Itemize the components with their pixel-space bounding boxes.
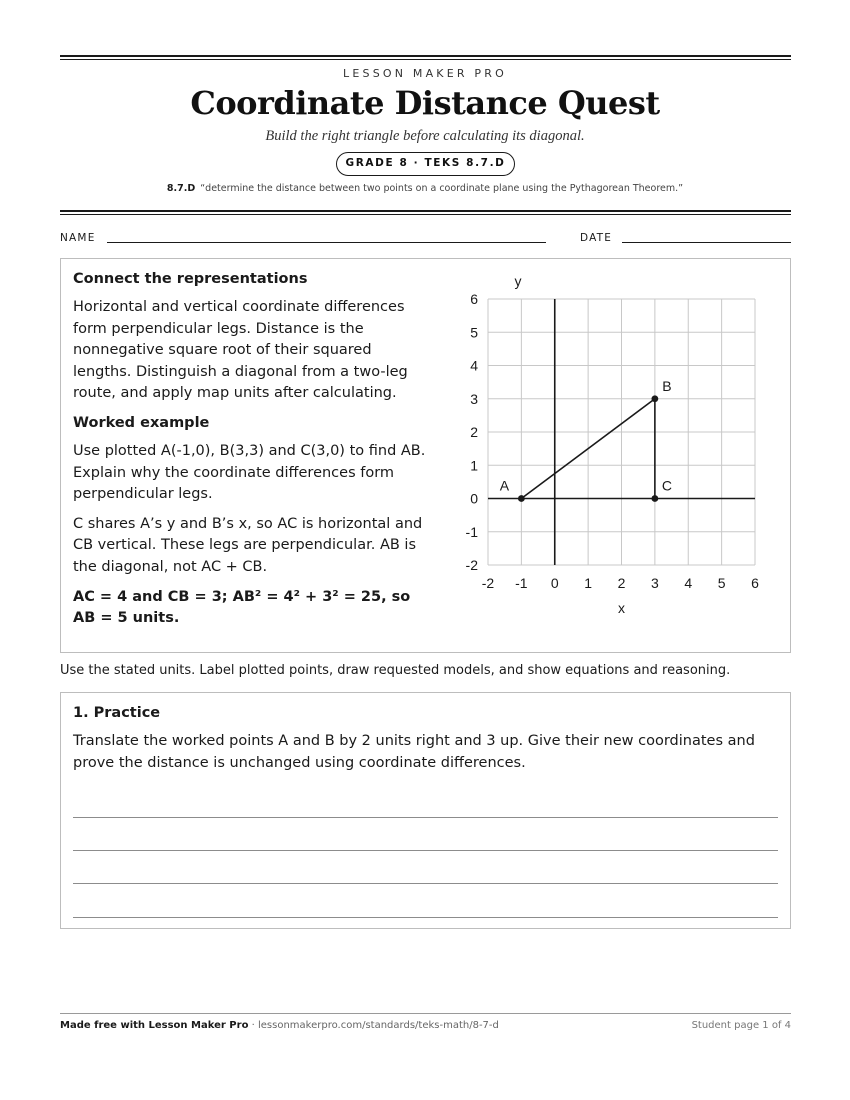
point-marker [518, 495, 525, 502]
point-marker [651, 495, 658, 502]
x-tick-label: -1 [515, 575, 528, 591]
standard-statement [0, 183, 850, 194]
worked-example-prompt: Use plotted A(-1,0), B(3,3) and C(3,0) to find AB. Explain why the coordinate differences form perpendicular legs. [73, 442, 426, 503]
x-tick-label: 1 [584, 575, 593, 591]
answer-line[interactable] [73, 917, 778, 918]
y-tick-label: 3 [470, 390, 478, 407]
standard-text: “determine the distance between two points on a coordinate plane using the Pythagorean Theorem.” [200, 183, 684, 194]
point-marker [651, 395, 658, 402]
header-bottom-rule [60, 210, 791, 215]
concept-text [73, 269, 429, 638]
y-tick-label: 4 [470, 357, 478, 374]
answer-line[interactable] [73, 883, 778, 884]
standard-code: 8.7.D [166, 183, 196, 194]
x-tick-label: 4 [684, 575, 693, 591]
x-axis-label: x [618, 600, 625, 616]
practice-box [60, 692, 791, 929]
name-label: NAME [60, 232, 96, 244]
concept-body: Horizontal and vertical coordinate differences form perpendicular legs. Distance is the nonnegative square root of their squared lengths. Distinguish a diagonal from a two-leg route, and apply map units after calculating. [73, 299, 408, 402]
answer-line[interactable] [73, 850, 778, 851]
x-tick-label: 3 [650, 575, 659, 591]
grade-badge: GRADE 8 · TEKS 8.7.D [336, 152, 515, 176]
y-tick-label: 2 [470, 424, 478, 440]
directions-text: Use the stated units. Label plotted points, draw requested models, and show equations and reasoning. [60, 663, 731, 678]
point-label: A [499, 477, 510, 494]
date-field[interactable] [622, 242, 791, 243]
x-tick-label: 0 [550, 575, 559, 591]
y-tick-label: -2 [465, 557, 478, 573]
y-tick-label: 6 [470, 291, 478, 307]
x-tick-label: -2 [481, 575, 495, 591]
worked-example-answer: AC = 4 and CB = 3; AB² = 4² + 3² = 25, so AB = 5 units. [73, 588, 411, 627]
point-label: B [662, 377, 672, 394]
answer-line[interactable] [73, 817, 778, 818]
footer-rule [60, 1013, 791, 1014]
y-axis-label: y [514, 273, 522, 289]
y-tick-label: 1 [470, 457, 478, 474]
x-tick-label: 6 [751, 575, 759, 591]
y-tick-label: 0 [470, 490, 478, 507]
footer-page-number: Student page 1 of 4 [691, 1020, 791, 1031]
name-field[interactable] [107, 242, 546, 243]
concept-heading: Connect the representations [73, 271, 308, 287]
point-label: C [661, 477, 672, 494]
brand-label: LESSON MAKER PRO [343, 67, 507, 80]
worked-example-heading: Worked example [73, 414, 210, 431]
x-tick-label: 2 [617, 575, 626, 591]
y-tick-label: 5 [470, 324, 478, 341]
footer-credit [60, 1020, 499, 1031]
y-tick-label: -1 [465, 523, 478, 540]
footer-made-with: Made free with Lesson Maker Pro [60, 1020, 249, 1031]
footer-separator: · [251, 1020, 255, 1031]
x-tick-label: 5 [717, 575, 726, 591]
page-subtitle: Build the right triangle before calculating its diagonal. [265, 128, 585, 144]
header-top-rule [60, 55, 791, 60]
practice-title: 1. Practice [73, 705, 161, 721]
date-label: DATE [580, 232, 613, 244]
page-title: Coordinate Distance Quest [190, 84, 660, 122]
coordinate-graph [460, 268, 770, 618]
footer-url[interactable]: lessonmakerpro.com/standards/teks-math/8-7-d [258, 1020, 499, 1031]
practice-prompt: Translate the worked points A and B by 2 units right and 3 up. Give their new coordinates and prove the distance is unchanged using coordinate differences. [73, 733, 755, 771]
worked-example-reasoning: C shares A’s y and B’s x, so AC is horizontal and CB vertical. These legs are perpendicular. AB is the diagonal, not AC + CB. [73, 515, 423, 575]
